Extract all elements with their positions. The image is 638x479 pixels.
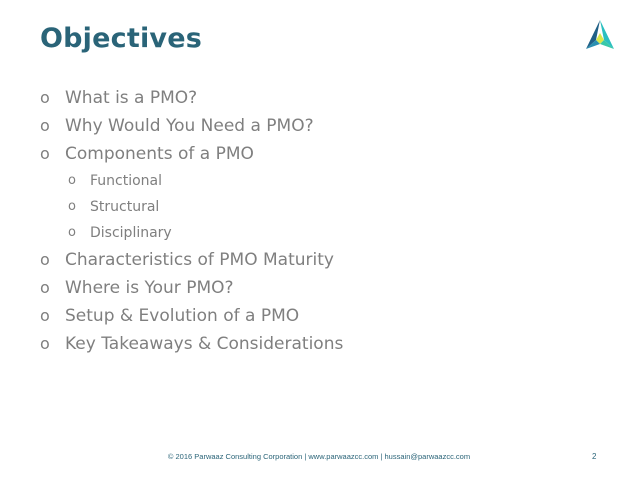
bullet-item <box>40 246 600 274</box>
company-logo-icon <box>583 18 617 52</box>
bullet-item <box>40 274 600 302</box>
bullet-text: Key Takeaways & Considerations <box>65 334 344 354</box>
bullet-text: Structural <box>90 199 160 215</box>
bullet-marker: o <box>40 250 50 269</box>
bullet-marker: o <box>68 225 76 240</box>
bullet-marker: o <box>68 173 76 188</box>
footer-text: © 2016 Parwaaz Consulting Corporation | www.parwaazcc.com | hussain@parwaazcc.com <box>167 452 471 461</box>
bullet-item <box>40 84 600 112</box>
bullet-text: Components of a PMO <box>65 144 254 164</box>
bullet-marker: o <box>68 199 76 214</box>
bullet-text: Why Would You Need a PMO? <box>65 116 314 136</box>
bullet-marker: o <box>40 306 50 325</box>
bullet-text: Functional <box>90 173 163 189</box>
bullet-marker: o <box>40 116 50 135</box>
bullet-item <box>40 140 600 168</box>
bullet-text: What is a PMO? <box>65 88 198 108</box>
bullet-marker: o <box>40 88 50 107</box>
bullet-marker: o <box>40 144 50 163</box>
bullet-marker: o <box>40 278 50 297</box>
bullet-item <box>40 302 600 330</box>
page-number: 2 <box>592 452 597 461</box>
bullet-list <box>40 84 600 358</box>
sub-bullet-item <box>40 194 600 220</box>
bullet-text: Where is Your PMO? <box>65 278 234 298</box>
sub-bullet-item <box>40 220 600 246</box>
bullet-text: Characteristics of PMO Maturity <box>65 250 334 270</box>
slide-title: Objectives <box>40 23 202 54</box>
bullet-item <box>40 330 600 358</box>
bullet-text: Setup & Evolution of a PMO <box>65 306 300 326</box>
sub-bullet-item <box>40 168 600 194</box>
bullet-item <box>40 112 600 140</box>
bullet-marker: o <box>40 334 50 353</box>
triangle-a-logo-icon <box>583 18 617 52</box>
bullet-text: Disciplinary <box>90 225 172 241</box>
